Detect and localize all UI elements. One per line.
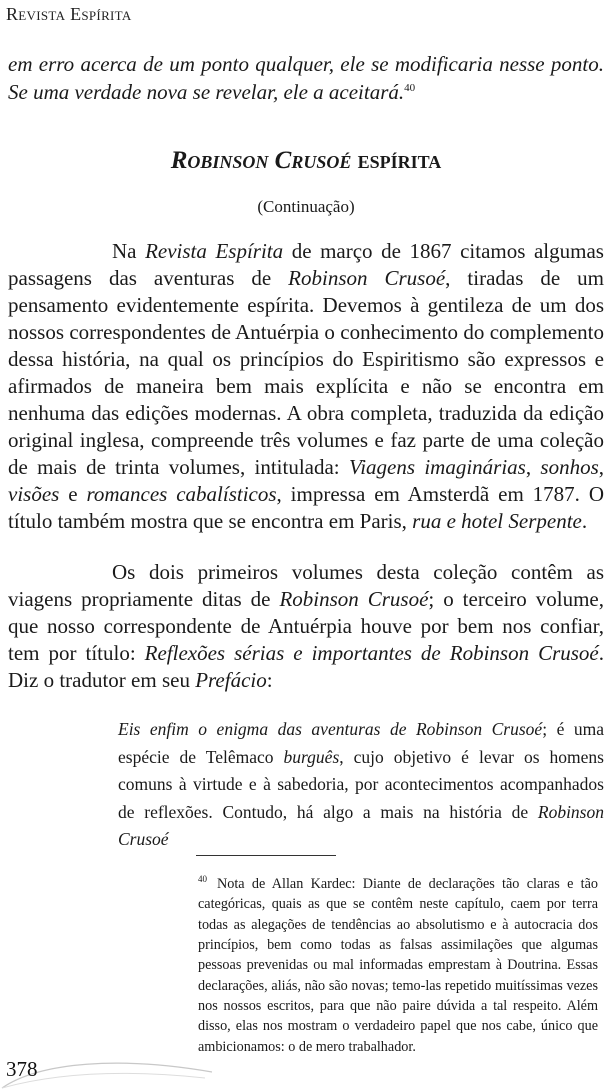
italic-run: Robinson Crusoé xyxy=(279,587,429,611)
text-run: . xyxy=(581,509,588,533)
italic-run: romances cabalísticos xyxy=(86,482,277,506)
italic-run: Viagens imaginárias xyxy=(348,455,526,479)
article-title-name: Robinson Crusoé xyxy=(170,147,352,174)
footnote-divider xyxy=(196,855,336,856)
text-run: ; o terceiro volume, que nosso correspondente de Antuérpia houve por bem nos confiar, tem por título: xyxy=(8,587,604,665)
lead-paragraph xyxy=(8,50,604,106)
italic-run: burguês xyxy=(283,746,340,767)
text-run: : xyxy=(266,668,273,692)
text-run: , impressa em Amsterdã em 1787. O título também mostra que se encontra em Paris, xyxy=(8,482,604,533)
text-run: Na xyxy=(112,239,146,263)
italic-run: Prefácio xyxy=(195,668,267,692)
text-run: ; é uma espécie de Telêmaco xyxy=(118,719,605,767)
text-run: , tiradas de um pensamento evidentemente espírita. Devemos à gentileza de um dos nossos correspondentes de Antuérpia o conhecimento do complemento dessa história, na qual os princípios do Espiritismo são expressos e afirmados de maneira bem mais explícita e não se encontra em nenhuma das edições modernas. A obra completa, traduzida da edição original inglesa, compreende três volumes e faz parte de uma coleção de mais de trinta volumes, intitulada: xyxy=(8,266,604,479)
italic-run: Revista Espírita xyxy=(145,239,284,263)
text-run: , xyxy=(598,455,604,479)
italic-run: Robinson Crusoé xyxy=(118,801,604,849)
footnote xyxy=(198,874,598,1057)
text-run: Os dois primeiros volumes desta coleção contêm as viagens propriamente ditas de xyxy=(8,560,604,611)
block-quote xyxy=(118,716,604,854)
italic-run: sonhos xyxy=(540,455,599,479)
text-run: de março de 1867 citamos algumas passagens das aventuras de xyxy=(8,239,604,290)
running-head: Revista Espírita xyxy=(6,4,132,24)
text-run: e xyxy=(59,482,87,506)
footnote-ref: 40 xyxy=(404,82,416,94)
page-number: 378 xyxy=(6,1057,38,1081)
article-title-rest: espírita xyxy=(351,147,442,174)
italic-run: rua e hotel Serpente xyxy=(412,509,582,533)
text-run: . Diz o tradutor em seu xyxy=(8,641,605,692)
lead-text: em erro acerca de um ponto qualquer, ele se modificaria nesse ponto. Se uma verdade nova se revelar, ele a aceitará. xyxy=(8,52,604,104)
text-run: , xyxy=(525,455,541,479)
article-subtitle: (Continuação) xyxy=(257,197,355,216)
article-title xyxy=(8,146,604,176)
footnote-mark: 40 xyxy=(198,874,207,885)
italic-run: Robinson Crusoé xyxy=(288,266,446,290)
page-body xyxy=(8,50,604,854)
italic-run: visões xyxy=(8,482,60,506)
body-paragraph-2 xyxy=(8,559,604,694)
italic-run: Reflexões sérias e importantes de Robinson Crusoé xyxy=(144,641,599,665)
italic-run: Eis enfim o enigma das aventuras de Robinson Crusoé xyxy=(118,719,543,739)
text-run: , cujo objetivo é levar os homens comuns à virtude e à sabedoria, por acontecimentos acompanhados de reflexões. Contudo, há algo a mais na história de xyxy=(118,746,604,822)
body-paragraph-1 xyxy=(8,238,604,535)
footnote-text: Nota de Allan Kardec: Diante de declarações tão claras e tão categóricas, quais as que se contêm neste capítulo, caem por terra todas as alegações de tendências ao absolutismo e à autocracia dos princípios, bem como todas as falsas assimilações que algumas pessoas prevenidas ou mal informadas emprestam à Doutrina. Essas declarações, aliás, não são novas; temo-las repetido muitíssimas vezes nos nossos escritos, para que não paire dúvida a tal respeito. Além disso, elas nos mostram o verdadeiro papel que nos cabe, único que ambicionamos: o de mero trabalhador. xyxy=(198,876,598,1055)
